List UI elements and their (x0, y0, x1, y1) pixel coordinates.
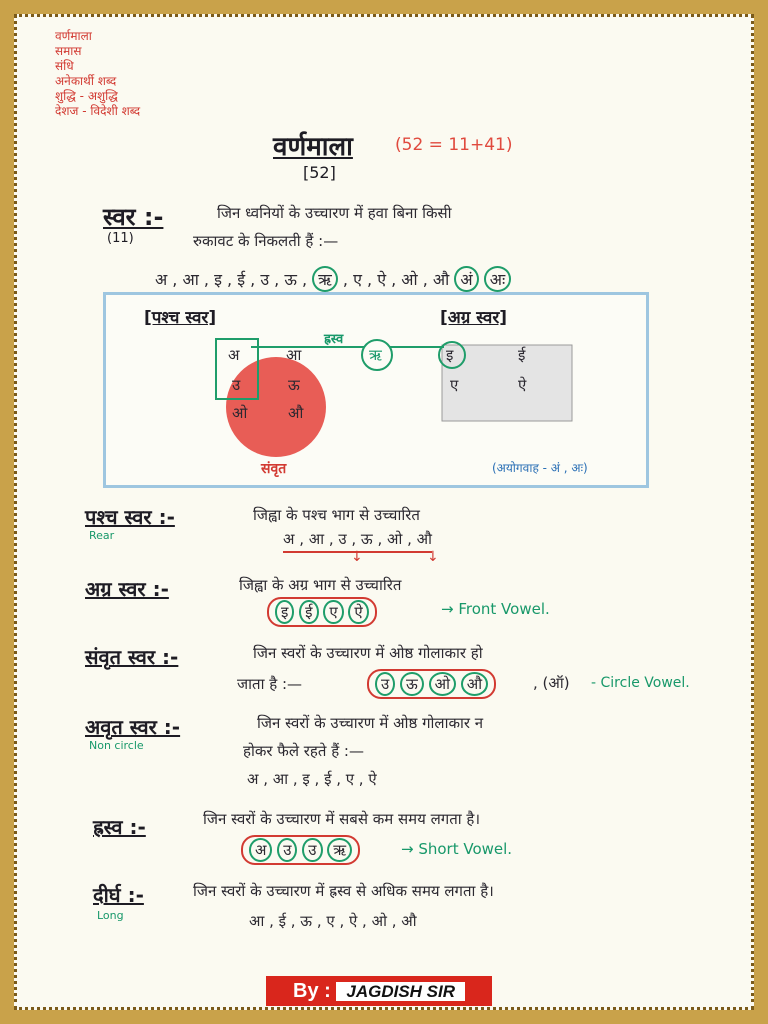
vowel-i: इ (446, 346, 454, 364)
ah-circle: अः (484, 266, 511, 292)
ri-circle: ऋ (312, 266, 338, 292)
vowel-e: ए (450, 376, 459, 394)
letter-circle: उ (302, 838, 322, 862)
vowel-ai: ऐ (518, 376, 527, 394)
page-title: वर्णमाला (273, 132, 353, 162)
samvrit-extra: , (ऑ) (533, 674, 570, 692)
swar-count: (11) (107, 231, 134, 246)
letter-circle: औ (461, 672, 488, 696)
letter-circle: ए (323, 600, 343, 624)
letter-circle: ऊ (400, 672, 424, 696)
vowel-uu: ऊ (288, 376, 300, 394)
avrit-letters: अ , आ , इ , ई , ए , ऐ (247, 770, 377, 788)
vowel-o: ओ (232, 404, 248, 422)
pashch-tag: Rear (89, 529, 115, 542)
title-count: [52] (303, 163, 336, 182)
swar-definition-2: रुकावट के निकलती हैं :— (193, 232, 339, 250)
hrasv-label: ह्रस्व (324, 332, 344, 347)
vowel-ii: ई (518, 346, 526, 364)
hrasv-text: जिन स्वरों के उच्चारण में सबसे कम समय लगता है। (203, 810, 481, 828)
samvrit-letters (367, 669, 496, 699)
author-name: JAGDISH SIR (336, 982, 465, 1001)
agra-letters (267, 597, 377, 627)
topic-list (55, 29, 140, 119)
vowel-diagram (103, 292, 649, 488)
diagram-shapes (106, 295, 646, 485)
topic-item: वर्णमाला (55, 29, 92, 43)
hrasv-heading: ह्रस्व :- (93, 815, 146, 839)
dirgh-text: जिन स्वरों के उच्चारण में ह्रस्व से अधिक समय लगता है। (193, 882, 494, 900)
vowel-au: औ (288, 404, 304, 422)
swar-definition-1: जिन ध्वनियों के उच्चारण में हवा बिना किसी (217, 204, 452, 222)
title-formula: (52 = 11+41) (395, 135, 513, 155)
samvrit-text: जिन स्वरों के उच्चारण में ओष्ठ गोलाकार हो (253, 644, 483, 662)
notes-page (17, 17, 751, 1007)
vowel-a: अ (228, 346, 240, 364)
letter-circle: ओ (429, 672, 456, 696)
topic-item: संधि (55, 59, 74, 73)
samvrit-label: संवृत (261, 461, 287, 477)
author-by: By : (293, 980, 331, 1002)
pashch-text: जिह्वा के पश्च भाग से उच्चारित (253, 506, 420, 524)
swar-list (155, 266, 511, 292)
pashch-letters: अ , आ , उ , ऊ , ओ , औ (283, 529, 432, 553)
letter-circle: इ (275, 600, 294, 624)
down-arrow-icon: ↓ (427, 549, 439, 565)
letter-circle: उ (375, 672, 395, 696)
vowel-ri: ऋ (369, 346, 382, 364)
letter-circle: उ (277, 838, 297, 862)
short-vowel-note: → Short Vowel. (401, 840, 513, 858)
agra-label: [अग्र स्वर] (440, 308, 508, 328)
agra-heading: अग्र स्वर :- (85, 577, 169, 601)
vowel-aa: आ (286, 346, 302, 364)
agra-text: जिह्वा के अग्र भाग से उच्चारित (239, 576, 402, 594)
pashch-label: [पश्च स्वर] (144, 308, 217, 328)
swar-list-part-2: , ए , ऐ , ओ , औ (342, 270, 450, 289)
dirgh-heading: दीर्घ :- (93, 883, 144, 907)
swar-heading: स्वर :- (103, 203, 164, 231)
topic-item: अनेकार्थी शब्द (55, 74, 117, 88)
down-arrow-icon: ↓ (351, 549, 363, 565)
topic-item: देशज - विदेशी शब्द (55, 104, 141, 118)
vowel-u: उ (232, 376, 241, 394)
front-vowel-note: → Front Vowel. (441, 600, 550, 618)
am-circle: अं (454, 266, 478, 292)
agra-box (442, 345, 572, 421)
dirgh-letters: आ , ई , ऊ , ए , ऐ , ओ , औ (249, 912, 417, 930)
avrit-text-2: होकर फैले रहते हैं :— (243, 742, 364, 760)
avrit-tag: Non circle (89, 739, 144, 752)
topic-item: समास (55, 44, 82, 58)
letter-circle: ऐ (348, 600, 368, 624)
letter-circle: ऋ (327, 838, 352, 862)
topic-item: शुद्धि - अशुद्धि (55, 89, 118, 103)
ayogvah-note: (अयोगवाह - अं , अः) (492, 461, 588, 475)
swar-list-part-1: अ , आ , इ , ई , उ , ऊ , (155, 270, 308, 289)
samvrit-heading: संवृत स्वर :- (85, 645, 179, 669)
letter-circle: अ (249, 838, 272, 862)
avrit-text: जिन स्वरों के उच्चारण में ओष्ठ गोलाकार न (257, 714, 484, 732)
samvrit-text-2: जाता है :— (237, 675, 303, 693)
pashch-heading: पश्च स्वर :- (85, 505, 175, 529)
dirgh-tag: Long (97, 909, 124, 922)
letter-circle: ई (299, 600, 318, 624)
author-badge (266, 976, 492, 1006)
hrasv-letters (241, 835, 360, 865)
avrit-heading: अवृत स्वर :- (85, 715, 181, 739)
circle-vowel-note: - Circle Vowel. (591, 675, 690, 691)
